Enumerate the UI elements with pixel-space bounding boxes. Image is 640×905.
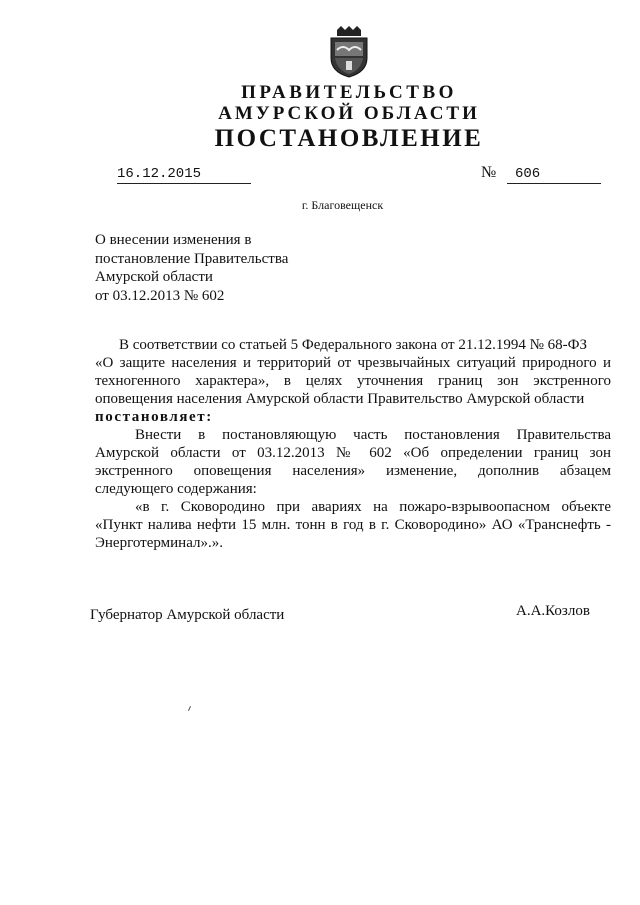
body-line: оповещения населения Амурской области Правительство Амурской области bbox=[95, 391, 585, 407]
document-body bbox=[95, 336, 611, 552]
document-type-title: ПОСТАНОВЛЕНИЕ bbox=[214, 125, 484, 152]
document-number: 606 bbox=[507, 166, 601, 184]
subject-line: О внесении изменения в bbox=[95, 232, 252, 248]
document-subject bbox=[95, 231, 355, 305]
number-sign: № bbox=[481, 164, 497, 181]
body-line: «О защите населения и территорий от чрезвычайных ситуаций природного и bbox=[95, 355, 611, 371]
body-line: «в г. Сковородино при авариях на пожаро-взрывоопасном объекте bbox=[135, 499, 611, 515]
government-name-line1: ПРАВИТЕЛЬСТВО bbox=[241, 82, 457, 103]
resolves-word: постановляет: bbox=[95, 409, 213, 425]
body-line: Амурской области от 03.12.2013 № 602 «Об определении границ зон bbox=[95, 445, 611, 461]
body-line: «Пункт налива нефти 15 млн. тонн в год в г. Сковородино» АО «Транснефть - bbox=[95, 517, 611, 533]
body-line: следующего содержания: bbox=[95, 481, 257, 497]
body-line: экстренного оповещения населения» изменение, дополнив абзацем bbox=[95, 463, 611, 479]
subject-line: от 03.12.2013 № 602 bbox=[95, 287, 225, 304]
body-line: техногенного характера», в целях уточнения границ зон экстренного bbox=[95, 373, 611, 389]
body-line: В соответствии со статьей 5 Федерального закона от 21.12.1994 № 68-ФЗ bbox=[119, 337, 588, 353]
signatory-name: А.А.Козлов bbox=[516, 603, 590, 619]
body-line: Энерготерминал».». bbox=[95, 535, 223, 551]
subject-line: Амурской области bbox=[95, 269, 213, 285]
signatory-position: Губернатор Амурской области bbox=[90, 607, 285, 623]
city-of-issue: г. Благовещенск bbox=[301, 198, 384, 212]
subject-line: постановление Правительства bbox=[95, 250, 289, 267]
document-date: 16.12.2015 bbox=[117, 166, 251, 184]
body-line: Внести в постановляющую часть постановления Правительства bbox=[135, 427, 611, 443]
coat-of-arms-icon bbox=[327, 26, 371, 78]
government-name-line2: АМУРСКОЙ ОБЛАСТИ bbox=[218, 103, 480, 124]
scan-mark bbox=[188, 706, 191, 711]
